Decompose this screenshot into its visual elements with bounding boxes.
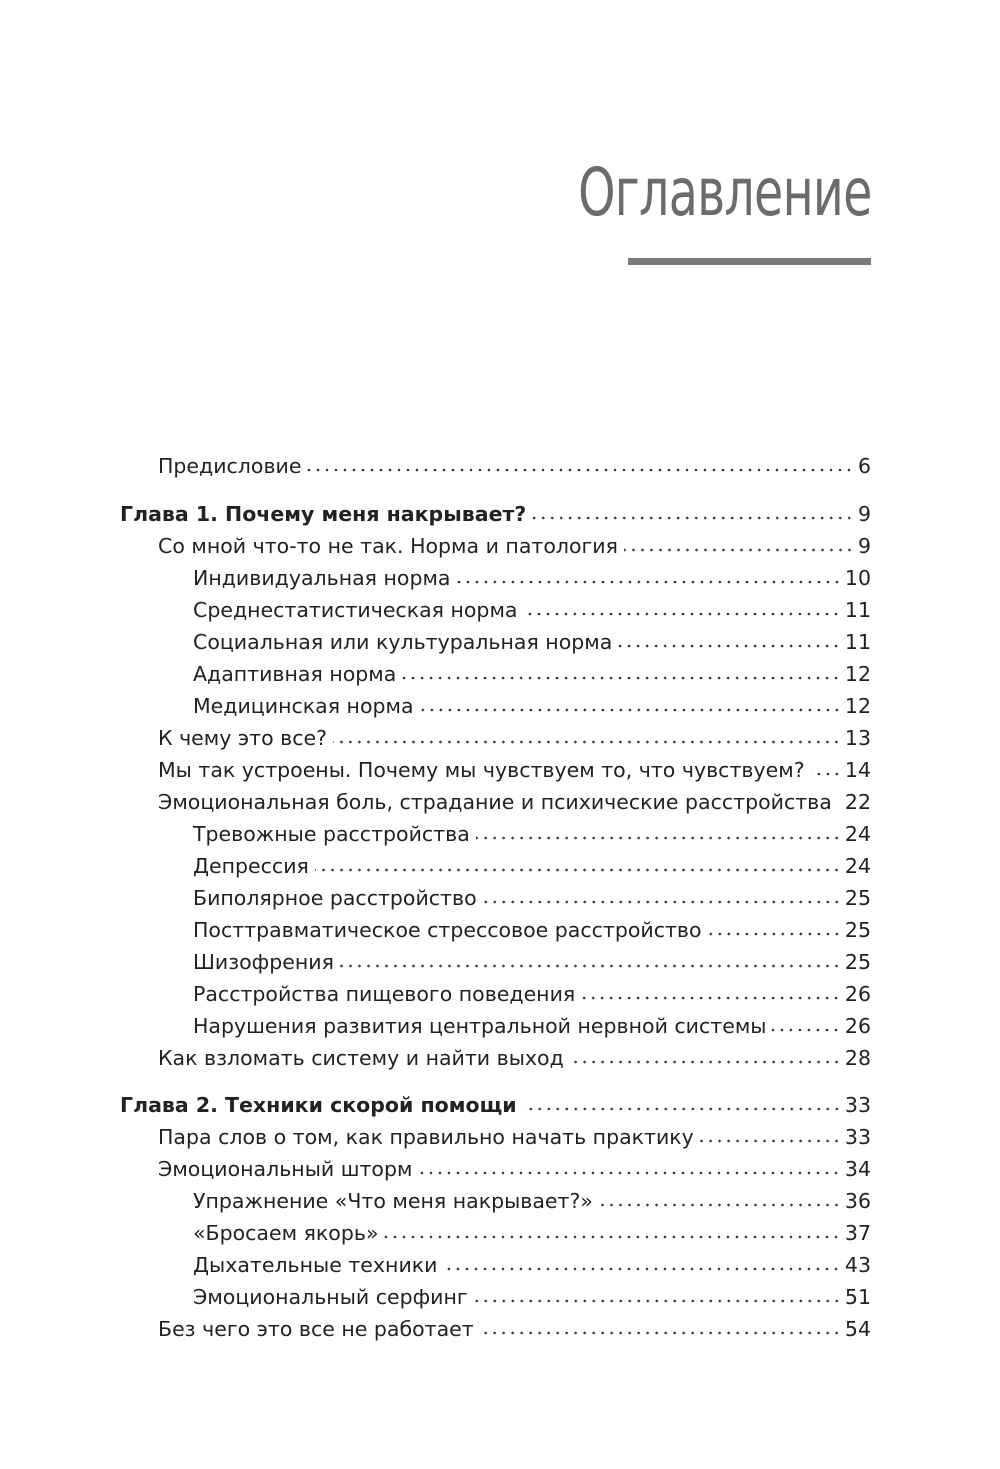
toc-entry-page: 43 (844, 1252, 871, 1277)
toc-entry (158, 1117, 871, 1149)
toc-entry (193, 942, 871, 974)
toc-entry (193, 1181, 871, 1213)
toc-entry-label: Пара слов о том, как правильно начать практику (158, 1124, 694, 1149)
dot-leader (333, 740, 841, 744)
dot-leader (581, 996, 841, 1000)
toc-entry (193, 1006, 871, 1038)
toc-entry-label: Среднестатистическая норма (193, 597, 518, 622)
toc-entry-label: Нарушения развития центральной нервной системы (193, 1013, 767, 1038)
dot-leader (523, 612, 840, 616)
toc-entry-label: Глава 1. Почему меня накрывает? (120, 501, 527, 526)
toc-entry-label: Упражнение «Что меня накрывает?» (193, 1188, 593, 1213)
toc-entry-page: 24 (844, 821, 871, 846)
dot-leader (384, 1235, 840, 1239)
toc-entry-page: 54 (844, 1316, 871, 1341)
toc-entry-page: 25 (844, 949, 871, 974)
toc-entry-page: 36 (844, 1188, 871, 1213)
toc-chapter-2 (120, 1085, 871, 1117)
toc-entry-label: Без чего это все не работает (158, 1316, 474, 1341)
toc-entry (193, 1277, 871, 1309)
toc-entry-label: Индивидуальная норма (193, 565, 451, 590)
toc-entry-label: Социальная или культуральная норма (193, 629, 613, 654)
dot-leader (457, 580, 841, 584)
toc-entry-page: 33 (844, 1092, 871, 1117)
dot-leader (418, 1171, 840, 1175)
toc-entry-page: 13 (844, 725, 871, 750)
dot-leader (483, 900, 841, 904)
toc-entry (193, 974, 871, 1006)
dot-leader (772, 1028, 840, 1032)
toc-entry-label: Мы так устроены. Почему мы чувствуем то, что чувствуем? (158, 757, 805, 782)
toc-entry-page: 9 (857, 533, 871, 558)
dot-leader (700, 1139, 841, 1143)
toc-entry-label: Медицинская норма (193, 693, 414, 718)
dot-leader (340, 964, 841, 968)
toc-entry (158, 526, 871, 558)
toc-entry-page: 22 (844, 789, 871, 814)
dot-leader (443, 1267, 840, 1271)
toc-entry-label: К чему это все? (158, 725, 328, 750)
toc-entry-label: Шизофрения (193, 949, 334, 974)
toc-entry-label: Эмоциональная боль, страдание и психические расстройства (158, 789, 832, 814)
toc-entry (193, 846, 871, 878)
toc-entry-page: 26 (844, 981, 871, 1006)
dot-leader (480, 1331, 841, 1335)
toc-entry-label: «Бросаем якорь» (193, 1220, 379, 1245)
toc-entry-page: 26 (844, 1013, 871, 1038)
toc-entry-page: 11 (844, 629, 871, 654)
toc-entry-page: 34 (844, 1156, 871, 1181)
toc-entry-page: 14 (844, 757, 871, 782)
dot-leader (523, 1107, 841, 1111)
toc-entry (158, 1149, 871, 1181)
toc-entry (158, 1309, 871, 1341)
toc-entry-label: Тревожные расстройства (193, 821, 470, 846)
toc-entry-label: Биполярное расстройство (193, 885, 477, 910)
toc-entry (158, 750, 871, 782)
toc-entry-label: Со мной что-то не так. Норма и патология (158, 533, 618, 558)
toc-entry-page: 12 (844, 661, 871, 686)
toc-entry-page: 51 (844, 1284, 871, 1309)
title-underline (628, 258, 871, 265)
toc-entry (158, 782, 871, 814)
dot-leader (402, 676, 841, 680)
toc-entry-label: Адаптивная норма (193, 661, 397, 686)
toc-entry-page: 28 (844, 1045, 871, 1070)
dot-leader (599, 1203, 841, 1207)
toc-chapter-1 (120, 494, 871, 526)
dot-leader (315, 868, 841, 872)
toc-entry-page: 37 (844, 1220, 871, 1245)
toc-entry (193, 1245, 871, 1277)
toc-entry-preface (158, 446, 871, 478)
dot-leader (570, 1060, 841, 1064)
toc-entry-label: Посттравматическое стрессовое расстройство (193, 917, 702, 942)
toc-entry-label: Дыхательные техники (193, 1252, 438, 1277)
toc-entry-page: 25 (844, 917, 871, 942)
toc-entry-label: Эмоциональный серфинг (193, 1284, 468, 1309)
toc-entry (193, 622, 871, 654)
dot-leader (420, 708, 841, 712)
dot-leader (624, 548, 854, 552)
toc-entry-page: 12 (844, 693, 871, 718)
toc-entry-label: Эмоциональный шторм (158, 1156, 413, 1181)
dot-leader (532, 516, 854, 520)
dot-leader (708, 932, 841, 936)
toc-entry-label: Глава 2. Техники скорой помощи (120, 1092, 517, 1117)
dot-leader (618, 644, 841, 648)
dot-leader (838, 804, 841, 808)
toc-entry-label: Депрессия (193, 853, 309, 878)
dot-leader (811, 772, 841, 776)
toc-entry-page: 9 (857, 501, 871, 526)
page-title: Оглавление (578, 154, 872, 231)
toc-entry (193, 814, 871, 846)
toc-entry (193, 654, 871, 686)
toc-entry (193, 686, 871, 718)
toc-entry-label: Как взломать систему и найти выход (158, 1045, 564, 1070)
dot-leader (476, 836, 841, 840)
toc-entry (193, 878, 871, 910)
toc-entry-label: Расстройства пищевого поведения (193, 981, 576, 1006)
dot-leader (474, 1299, 841, 1303)
dot-leader (307, 468, 853, 472)
toc-entry-page: 6 (857, 453, 871, 478)
toc-entry-page: 24 (844, 853, 871, 878)
toc-entry-page: 10 (844, 565, 871, 590)
toc-entry-page: 25 (844, 885, 871, 910)
toc-entry (193, 590, 871, 622)
toc-entry-page: 11 (844, 597, 871, 622)
toc-entry (158, 1038, 871, 1070)
toc-entry (193, 1213, 871, 1245)
toc-entry (193, 558, 871, 590)
toc-entry-label: Предисловие (158, 453, 302, 478)
toc-entry (158, 718, 871, 750)
toc-entry (193, 910, 871, 942)
toc-entry-page: 33 (844, 1124, 871, 1149)
